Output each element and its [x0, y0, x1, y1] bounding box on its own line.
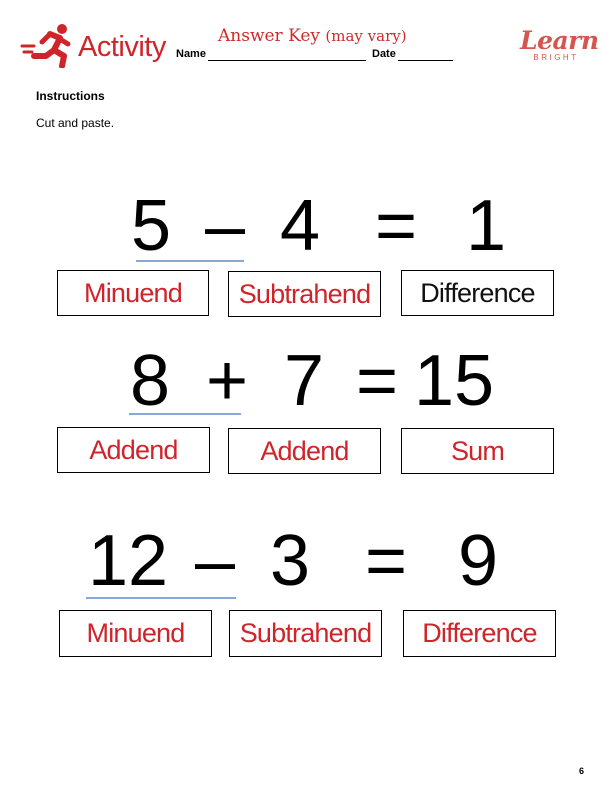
- label-text: Subtrahend: [239, 618, 372, 648]
- equation-2-equals: =: [356, 341, 399, 421]
- label-box-1-3[interactable]: [401, 270, 554, 316]
- running-person-icon: [20, 22, 76, 68]
- label-text: Addend: [260, 435, 349, 466]
- label-text: Minuend: [86, 618, 185, 648]
- equation-1-equals: =: [375, 186, 418, 266]
- label-box-2-2[interactable]: [228, 428, 381, 474]
- label-text: Difference: [420, 277, 535, 308]
- label-box-1-2[interactable]: [228, 271, 381, 317]
- instructions-text: Cut and paste.: [36, 116, 115, 130]
- equation-1-term-1: 5: [131, 186, 172, 266]
- label-box-3-3[interactable]: [403, 610, 556, 657]
- logo-word: Learn: [520, 26, 599, 55]
- equation-3-term-2: 3: [270, 521, 311, 601]
- equation-3-result: 9: [458, 521, 499, 601]
- equation-3-term-1: 12: [88, 521, 169, 601]
- equation-1-operator: –: [205, 186, 246, 266]
- equation-1-underline: [136, 260, 244, 262]
- label-box-1-1[interactable]: [57, 270, 209, 316]
- label-text: Addend: [89, 434, 178, 465]
- label-text: Sum: [450, 435, 505, 466]
- equation-3-underline: [86, 597, 236, 599]
- label-text: Minuend: [84, 277, 182, 308]
- instructions-title: Instructions: [36, 89, 105, 103]
- label-text: Subtrahend: [238, 278, 371, 309]
- name-label: Name: [176, 48, 206, 60]
- learn-bright-logo: [520, 26, 599, 62]
- answer-key-heading: [218, 26, 407, 46]
- equation-3-equals: =: [365, 521, 408, 601]
- label-box-2-3[interactable]: [401, 428, 554, 474]
- label-text: Difference: [422, 618, 537, 648]
- date-label: Date: [372, 48, 396, 60]
- equation-2-term-2: 7: [284, 341, 325, 421]
- label-box-2-1[interactable]: [57, 427, 210, 473]
- label-box-3-1[interactable]: [59, 610, 212, 657]
- equation-2-operator: +: [206, 341, 249, 421]
- answer-key-sub: (may vary): [325, 27, 407, 45]
- activity-title: Activity: [78, 31, 166, 63]
- answer-key-main: Answer Key: [218, 26, 320, 46]
- equation-1-result: 1: [466, 186, 507, 266]
- equation-1-term-2: 4: [280, 186, 321, 266]
- page-number: 6: [579, 766, 585, 776]
- logo-sub: BRIGHT: [533, 53, 579, 62]
- date-field-line[interactable]: [398, 60, 453, 61]
- equation-3-operator: –: [195, 521, 236, 601]
- name-field-line[interactable]: [208, 60, 366, 61]
- equation-2-term-1: 8: [130, 341, 171, 421]
- equation-2-result: 15: [414, 341, 495, 421]
- label-box-3-2[interactable]: [229, 610, 382, 657]
- equation-2-underline: [129, 413, 241, 415]
